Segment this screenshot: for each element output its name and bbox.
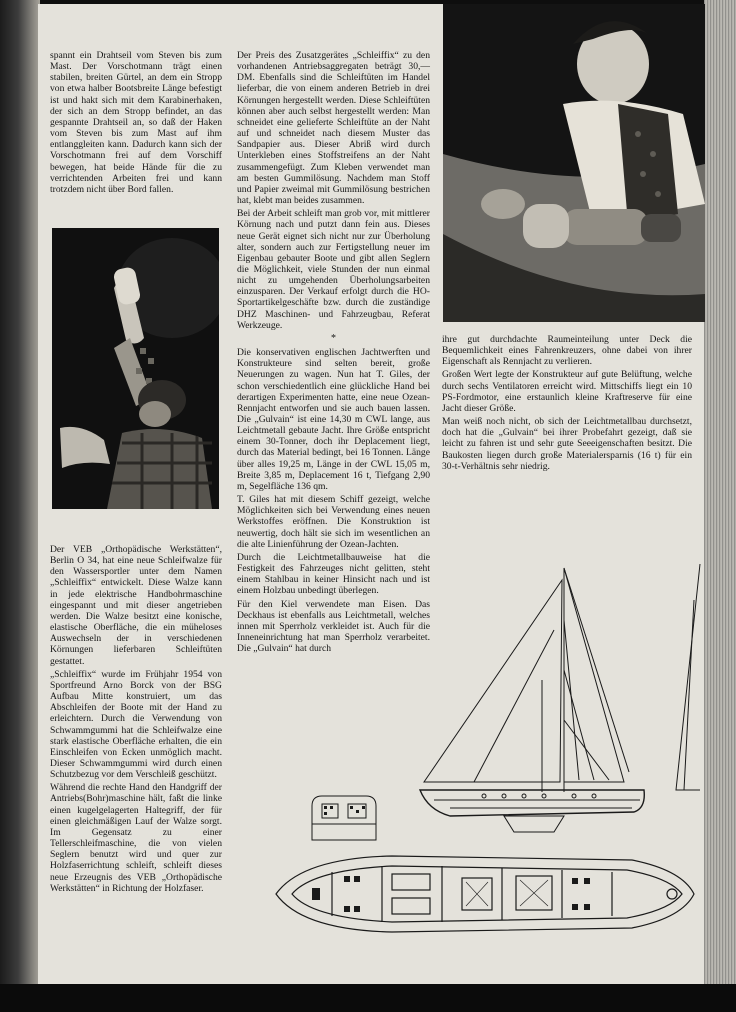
paragraph: Während die rechte Hand den Handgriff der Antriebs(Bohr)maschine hält, faßt die linke einen kugelgelagerten Haltegriff, der für einen gleichmäßigen Lauf der Walze sorgt. Im Gegensatz zu einer Tellerschleifmaschine, die von vielen Seglern benutzt wird und quer zur Holzfaserrichtung schleift, schleift dieses neue Erzeugnis des VEB „Orthopädische Werkstätten“ in Richtung der Holzfaser. <box>50 782 222 894</box>
paragraph: Für den Kiel verwendete man Eisen. Das Deckhaus ist ebenfalls aus Leichtmetall, welches innen mit Sperrholz verkleidet ist. Auch für die Inneneinrichtung hat man Sperrholz verarbeitet. Die „Gulvain“ hat durch <box>237 598 430 655</box>
photo-man-sanding-boat <box>443 4 705 322</box>
paragraph: Der VEB „Orthopädische Werkstätten“, Berlin O 34, hat eine neue Schleifwalze für den Wassersportler unter dem Namen „Schleiffix“ entwickelt. Diese Walze kann in jede elektrische Handbohrmaschine eingespannt und mit dieser angetrieben werden. Die Walze besitzt eine konische, elastische Oberfläche, die ein müheloses Auswechseln der in verschiedenen Körnungen lieferbaren Schleiftüten gestattet. <box>50 544 222 667</box>
binding-shadow <box>0 0 40 985</box>
paragraph: Bei der Arbeit schleift man grob vor, mit mittlerer Körnung nach und putzt dann fein aus. Dieses neue Gerät eignet sich nicht nur zur Überholung alter, sondern auch zur Fertigstellung neuer im Eigenbau gebauter Boote und gibt allen Seglern die Möglichkeit, viele Stunden der nun einmal nicht zu umgehenden Überholungsarbeiten einzusparen. Der Verkauf erfolgt durch die HO-Sportartikelgeschäfte bzw. durch die zuständige DHZ Maschinen- und Fahrzeugbau, Referat Werkzeuge. <box>237 208 430 331</box>
paragraph: Der Preis des Zusatzgerätes „Schleiffix“ zu den vorhandenen Antriebsaggregaten beträgt 30,— DM. Ebenfalls sind die Schleiftüten im Handel lieferbar, die von einem anderen Betrieb in drei Körnungen hergestellt werden. Diese Schleiftüten können aber auch selbst hergestellt werden: Man schneidet eine gelieferte Schleiftüte an der Naht auf und schneidet nach diesem Muster das Sandpapier aus. Dieser Abriß wird durch Unterkleben eines Stoffstreifens an der Naht zusammengefügt. Zum Kleben verwendet man am besten Gummilösung. Nachdem man Stoff und Papier zweimal mit Gummilösung bestrichen hat, klebt man beides zusammen. <box>237 50 430 207</box>
paragraph: T. Giles hat mit diesem Schiff gezeigt, welche Möglichkeiten sich bei Verwendung eines neuen Werkstoffes eröffnen. Die Konstruktion ist neuwertig, doch hält sie sich im wesentlichen an die alte Linienführung der Ozean-Jachten. <box>237 494 430 550</box>
paragraph: Durch die Leichtmetallbauweise hat die Festigkeit des Fahrzeuges nicht gelitten, steht einem Stahlbau in keiner Hinsicht nach und ist einem Holzbau unbedingt überlegen. <box>237 551 430 597</box>
section-separator: * <box>331 332 336 344</box>
photo-sanding-roller-graphic <box>52 228 219 509</box>
photo-sanding-roller <box>52 228 219 509</box>
column-2-top <box>237 50 430 656</box>
scan-bottom-border <box>0 984 736 1012</box>
photo-man-sanding-boat-graphic <box>443 4 705 322</box>
column-3 <box>442 334 692 474</box>
paragraph: Man weiß noch nicht, ob sich der Leichtmetallbau durchsetzt, doch hat die „Gulvain“ bei ihrer Probefahrt gezeigt, daß sie leicht zu fahren ist und sehr gute Seeeigenschaften besitzt. Die Baukosten liegen durch große Materialersparnis (16 t) für ein 30-t-Verhältnis sehr niedrig. <box>442 416 692 472</box>
yacht-sail-plan-drawing <box>414 560 704 840</box>
yacht-deck-plan-drawing <box>272 852 698 936</box>
paragraph: Die konservativen englischen Jachtwerften und Konstrukteure sind selten bereit, große Neuerungen zu wagen. Nun hat T. Giles, der schon verschiedentlich eine glückliche Hand bei derartigen Experimenten hatte, eine neue Ozean-Rennjacht entworfen und sie auch bauen lassen. Die „Gulvain“ ist eine 14,30 m CWL lange, aus Leichtmetall gebaute Jacht. Ihre Größe entspricht einem 30-Tonner, doch ihr Deplacement liegt, durch das Material bedingt, bei 16 Tonnen. Länge über alles 19,25 m, Länge in der CWL 15,05 m, Breite 3,85 m, Deplacement 16 t, Tiefgang 2,90 m, Segelfläche 136 qm. <box>237 347 430 492</box>
deck-section-detail-drawing <box>308 792 380 844</box>
book-page-edges <box>704 0 736 990</box>
paragraph: spannt ein Drahtseil vom Steven bis zum Mast. Der Vorschotmann trägt einen stabilen, breiten Gürtel, an dem ein Stropp von etwa halber Bootsbreite Länge befestigt ist und hakt sich mit dem Karabinerhaken, der sich an dem Stropp befindet, an das gespannte Drahtseil an, so daß der Haken vom Steven bis zum Mast auf ihm entlanggleiten kann. Dadurch kann sich der Vorschotmann frei auf dem Vorschiff bewegen, hat beide Hände für die zu verrichtenden Arbeiten frei und kann trotzdem nicht über Bord fallen. <box>50 50 222 195</box>
paragraph: ihre gut durchdachte Raumeinteilung unter Deck die Bequemlichkeit eines Fahrenkreuzers, ohne dabei von ihrer Eigenschaft als Rennjacht zu verlieren. <box>442 334 692 368</box>
paragraph: „Schleiffix“ wurde im Frühjahr 1954 von Sportfreund Arno Borck von der BSG Aufbau Mitte konstruiert, um das Abschleifen der Boote mit der Hand zu erleichtern. Durch die Verwendung von Schwammgummi hat die Schleifwalze eine stark elastische Oberfläche erhalten, die ein Einschleifen von Ecken unmöglich macht. Dieser Schwammgummi wird durch einen Schutzbezug vor dem Verschleiß geschützt. <box>50 668 222 781</box>
column-1-top <box>50 50 222 197</box>
column-1-bottom <box>50 544 222 896</box>
paragraph: Großen Wert legte der Konstrukteur auf gute Belüftung, welche durch sechs Ventilatoren erreicht wird. Mittschiffs liegt ein 10 PS-Fordmotor, eine erstaunlich kleine Kraftreserve für eine Jacht dieser Größe. <box>442 369 692 414</box>
